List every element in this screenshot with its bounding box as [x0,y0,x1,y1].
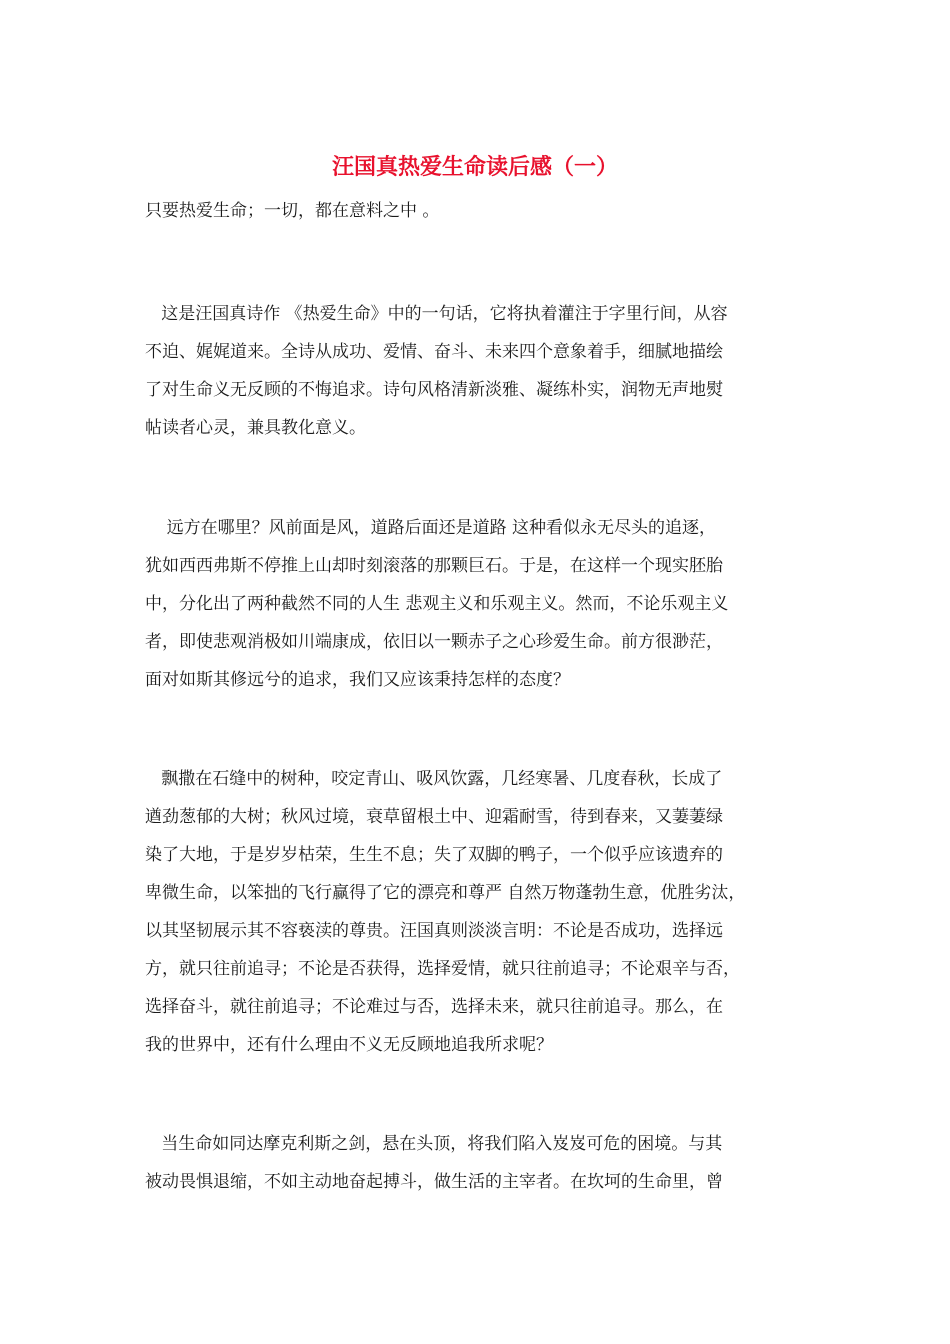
paragraph-line: 远方在哪里？风前面是风，道路后面还是道路 这种看似永无尽头的追逐， [145,518,717,538]
paragraph-line: 以其坚韧展示其不容亵渎的尊贵。汪国真则淡淡言明：不论是否成功，选择远 [145,921,723,941]
paragraph-line: 遒劲葱郁的大树；秋风过境，衰草留根土中、迎霜耐雪，待到春来，又萋萋绿 [145,807,723,827]
paragraph-line: 被动畏惧退缩，不如主动地奋起搏斗，做生活的主宰者。在坎坷的生命里，曾 [145,1172,723,1192]
paragraph-line: 选择奋斗，就往前追寻；不论难过与否，选择未来，就只往前追寻。那么，在 [145,997,723,1017]
paragraph-line: 这是汪国真诗作 《热爱生命》中的一句话，它将执着灌注于字里行间，从容 [145,304,728,324]
paragraph-line: 中，分化出了两种截然不同的人生 悲观主义和乐观主义。然而，不论乐观主义 [145,594,729,614]
paragraph-line: 帖读者心灵，兼具教化意义。 [145,418,366,438]
paragraph-3 [145,760,810,1064]
paragraph-line: 当生命如同达摩克利斯之剑，悬在头顶，将我们陷入岌岌可危的困境。与其 [145,1134,723,1154]
paragraph-2 [145,509,810,699]
paragraph-line: 者，即使悲观消极如川端康成，依旧以一颗赤子之心珍爱生命。前方很渺茫， [145,632,723,652]
paragraph-4 [145,1125,810,1201]
paragraph-line: 不迫、娓娓道来。全诗从成功、爱情、奋斗、未来四个意象着手，细腻地描绘 [145,342,723,362]
paragraph-line: 染了大地，于是岁岁枯荣，生生不息；失了双脚的鸭子，一个似乎应该遗弃的 [145,845,723,865]
paragraph-1 [145,295,810,447]
paragraph-line: 了对生命义无反顾的不悔追求。诗句风格清新淡雅、凝练朴实，润物无声地熨 [145,380,723,400]
paragraph-line: 犹如西西弗斯不停推上山却时刻滚落的那颗巨石。于是，在这样一个现实胚胎 [145,556,723,576]
paragraph-line: 面对如斯其修远兮的追求，我们又应该秉持怎样的态度？ [145,670,570,690]
paragraph-line: 飘撒在石缝中的树种，咬定青山、吸风饮露，几经寒暑、几度春秋，长成了 [145,769,723,789]
epigraph: 只要热爱生命；一切，都在意料之中 。 [145,201,440,221]
paragraph-line: 我的世界中，还有什么理由不义无反顾地追我所求呢？ [145,1035,553,1055]
paragraph-line: 卑微生命，以笨拙的飞行赢得了它的漂亮和尊严 自然万物蓬勃生意，优胜劣汰， [145,883,746,903]
paragraph-line: 方，就只往前追寻；不论是否获得，选择爱情，就只往前追寻；不论艰辛与否， [145,959,740,979]
document-title: 汪国真热爱生命读后感（一） [331,154,618,180]
